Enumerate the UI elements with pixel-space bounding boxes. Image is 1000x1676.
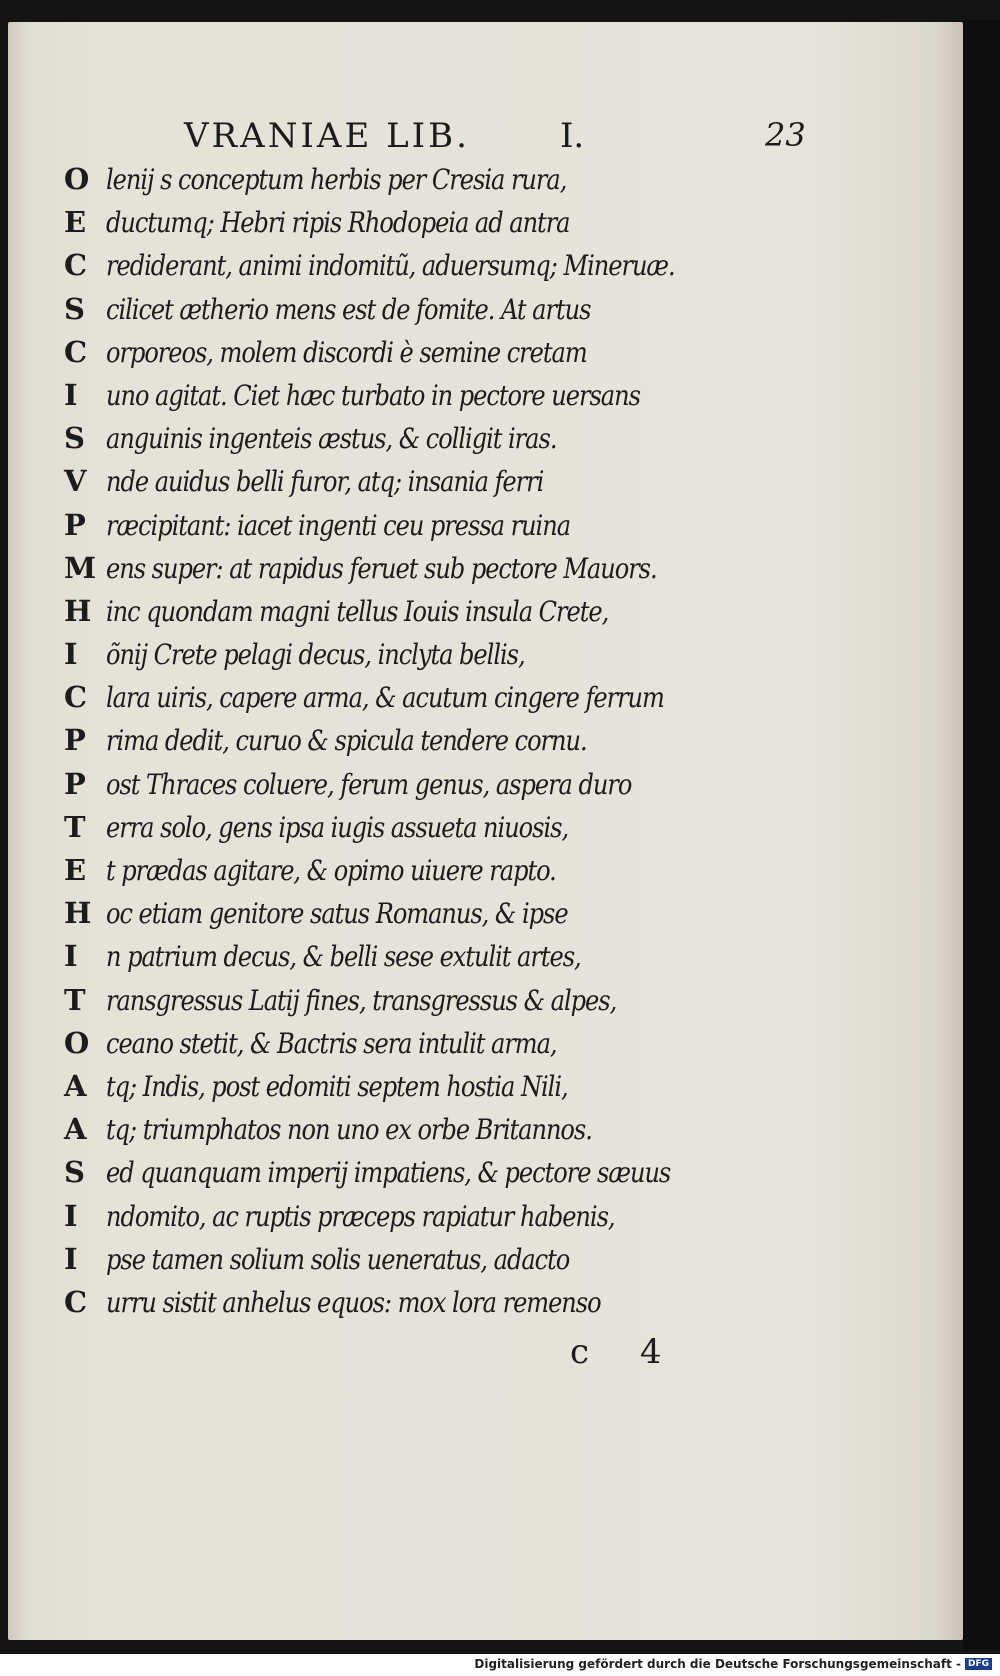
running-head <box>0 116 1000 156</box>
verse-text: tq; Indis, post edomiti septem hostia Nili, <box>106 1069 568 1103</box>
verse-text: cilicet ætherio mens est de fomite. At artus <box>106 292 591 326</box>
running-head-book: I. <box>560 116 585 156</box>
verse-text: lenij s conceptum herbis per Cresia rura, <box>106 163 567 196</box>
verse-text: õnij Crete pelagi decus, inclyta bellis, <box>106 638 525 672</box>
page-number: 23 <box>765 116 806 154</box>
verse-line <box>64 676 964 719</box>
verse-text: ceano stetit, & Bactris sera intulit arma, <box>106 1026 557 1060</box>
verse-text: erra solo, gens ipsa iugis assueta niuosis, <box>106 810 569 844</box>
verse-text: urru sistit anhelus equos: mox lora remenso <box>106 1285 601 1319</box>
verse-text: pse tamen solium solis ueneratus, adacto <box>106 1242 570 1276</box>
verse-text: rediderant, animi indomitũ, aduersumq; Mineruæ. <box>106 249 675 283</box>
verse-line <box>64 547 964 590</box>
verse-line <box>64 763 964 806</box>
verse-text: ens super: at rapidus feruet sub pectore Mauors. <box>106 551 657 585</box>
verse-text: rima dedit, curuo & spicula tendere cornu. <box>106 724 587 758</box>
verse-text: lara uiris, capere arma, & acutum cingere ferrum <box>106 681 664 715</box>
verse-text: ost Thraces coluere, ferum genus, aspera duro <box>106 767 632 801</box>
verse-block <box>64 158 964 1324</box>
footer-credit-text: Digitalisierung gefördert durch die Deutsche Forschungsgemeinschaft - <box>474 1657 961 1671</box>
verse-line <box>64 374 964 417</box>
verse-line <box>64 201 964 244</box>
verse-text: nde auidus belli furor, atq; insania ferri <box>106 465 544 499</box>
verse-initial: P <box>64 507 86 542</box>
verse-initial: T <box>64 809 86 844</box>
verse-initial: O <box>64 162 90 196</box>
verse-line <box>64 1022 964 1065</box>
dfg-logo: DFG <box>965 1658 992 1670</box>
verse-text: ed quanquam imperij impatiens, & pectore sæuus <box>106 1156 671 1190</box>
verse-initial: P <box>64 766 86 801</box>
verse-initial: A <box>64 1068 87 1103</box>
verse-text: n patrium decus, & belli sese extulit artes, <box>106 940 581 974</box>
verse-line <box>64 244 964 287</box>
verse-text: orporeos, molem discordi è semine cretam <box>106 335 587 369</box>
verse-line <box>64 460 964 503</box>
verse-line <box>64 288 964 331</box>
verse-initial: S <box>64 1155 85 1190</box>
verse-line <box>64 849 964 892</box>
verse-initial: S <box>64 291 85 326</box>
running-head-title: VRANIAE LIB. <box>184 116 470 156</box>
verse-text: uno agitat. Ciet hæc turbato in pectore uersans <box>106 378 640 412</box>
verse-initial: C <box>64 334 88 369</box>
verse-initial: H <box>64 593 92 628</box>
verse-line <box>64 1151 964 1194</box>
verse-initial: I <box>64 1198 78 1233</box>
verse-initial: I <box>64 939 78 974</box>
verse-text: t prædas agitare, & opimo uiuere rapto. <box>106 854 556 887</box>
verse-initial: E <box>64 205 87 240</box>
verse-initial: I <box>64 377 78 412</box>
verse-text: ræcipitant: iacet ingenti ceu pressa ruina <box>106 508 571 542</box>
verse-text: oc etiam genitore satus Romanus, & ipse <box>106 897 568 931</box>
verse-line <box>64 633 964 676</box>
verse-line <box>64 504 964 547</box>
verse-initial: S <box>64 421 85 456</box>
verse-line <box>64 1238 964 1281</box>
verse-initial: T <box>64 982 86 1017</box>
verse-text: ductumq; Hebri ripis Rhodopeia ad antra <box>106 206 570 240</box>
verse-line <box>64 158 964 201</box>
verse-line <box>64 417 964 460</box>
verse-text: ransgressus Latij fines, transgressus & alpes, <box>106 983 617 1017</box>
signature-mark: c 4 <box>570 1332 682 1372</box>
verse-initial: P <box>64 723 86 758</box>
verse-line <box>64 1281 964 1324</box>
verse-line <box>64 1065 964 1108</box>
verse-initial: I <box>64 1241 78 1276</box>
verse-line <box>64 590 964 633</box>
verse-text: ndomito, ac ruptis præceps rapiatur habenis, <box>106 1199 615 1233</box>
verse-initial: E <box>64 853 87 887</box>
verse-initial: I <box>64 637 78 672</box>
verse-line <box>64 1195 964 1238</box>
verse-line <box>64 806 964 849</box>
verse-line <box>64 719 964 762</box>
verse-initial: O <box>64 1025 90 1060</box>
verse-line <box>64 1108 964 1151</box>
verse-initial: C <box>64 1284 88 1319</box>
verse-initial: H <box>64 896 92 931</box>
verse-initial: C <box>64 680 88 715</box>
footer-credit <box>474 1657 992 1671</box>
verse-line <box>64 935 964 978</box>
verse-initial: C <box>64 248 88 283</box>
verse-text: anguinis ingenteis æstus, & colligit iras. <box>106 422 557 456</box>
verse-initial: M <box>64 550 97 585</box>
verse-initial: A <box>64 1112 87 1147</box>
verse-text: tq; triumphatos non uno ex orbe Britannos. <box>106 1113 592 1147</box>
verse-initial: V <box>64 464 87 499</box>
verse-line <box>64 892 964 935</box>
verse-line <box>64 979 964 1022</box>
verse-text: inc quondam magni tellus Iouis insula Crete, <box>106 594 609 628</box>
scan-edge <box>963 20 1000 1650</box>
verse-line <box>64 331 964 374</box>
